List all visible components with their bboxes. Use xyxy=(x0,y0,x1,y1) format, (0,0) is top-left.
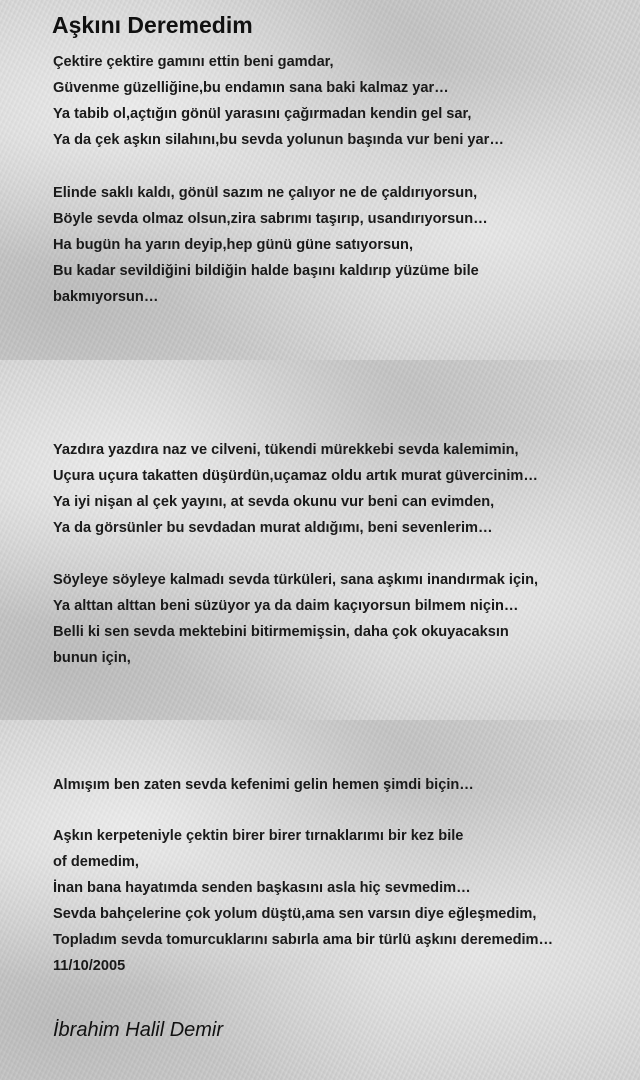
poem-stanza-4: Söyleye söyleye kalmadı sevda türküleri, sana aşkımı inandırmak için, Ya alttan alttan beni süzüyor ya da daim kaçıyorsun bilmem niçin… Belli ki sen sevda mektebini bitirmemişsin, daha çok okuyacaksın bunun için, xyxy=(53,572,539,666)
poem-stanza-2: Elinde saklı kaldı, gönül sazım ne çalıyor ne de çaldırıyorsun, Böyle sevda olmaz olsun,zira sabrımı taşırıp, usandırıyorsun… Ha bugün ha yarın deyip,hep günü güne satıyorsun, Bu kadar sevildiğini bildiğin halde başını kaldırıp yüzüme bile bakmıyorsun… xyxy=(53,185,488,305)
poem-title: Aşkını Deremedim xyxy=(52,12,253,38)
poem-stanza-1: Çektire çektire gamını ettin beni gamdar, Güvenme güzelliğine,bu endamın sana baki kalmaz yar… Ya tabib ol,açtığın gönül yarasını çağırmadan kendin gel sar, Ya da çek aşkın silahını,bu sevda yolunun başında vur beni yar… xyxy=(53,54,504,148)
poem-stanza-5: Almışım ben zaten sevda kefenimi gelin hemen şimdi biçin… xyxy=(53,777,474,793)
poem-author: İbrahim Halil Demir xyxy=(53,1019,224,1041)
poem-stanza-3: Yazdıra yazdıra naz ve cilveni, tükendi mürekkebi sevda kalemimin, Uçura uçura takatten düşürdün,uçamaz oldu artık murat güvercinim… Ya iyi nişan al çek yayını, at sevda okunu vur beni can evimden, Ya da görsünler bu sevdadan murat aldığımı, beni sevenlerim… xyxy=(53,442,538,536)
poem-stanza-6: Aşkın kerpeteniyle çektin birer birer tırnaklarımı bir kez bile of demedim, İnan bana hayatımda senden başkasını asla hiç sevmedim… Sevda bahçelerine çok yolum düştü,ama sen varsın diye eğleşmedim, Topladım sevda tomurcuklarını sabırla ama bir türlü aşkını deremedim… 11/10/2005 xyxy=(53,828,554,974)
